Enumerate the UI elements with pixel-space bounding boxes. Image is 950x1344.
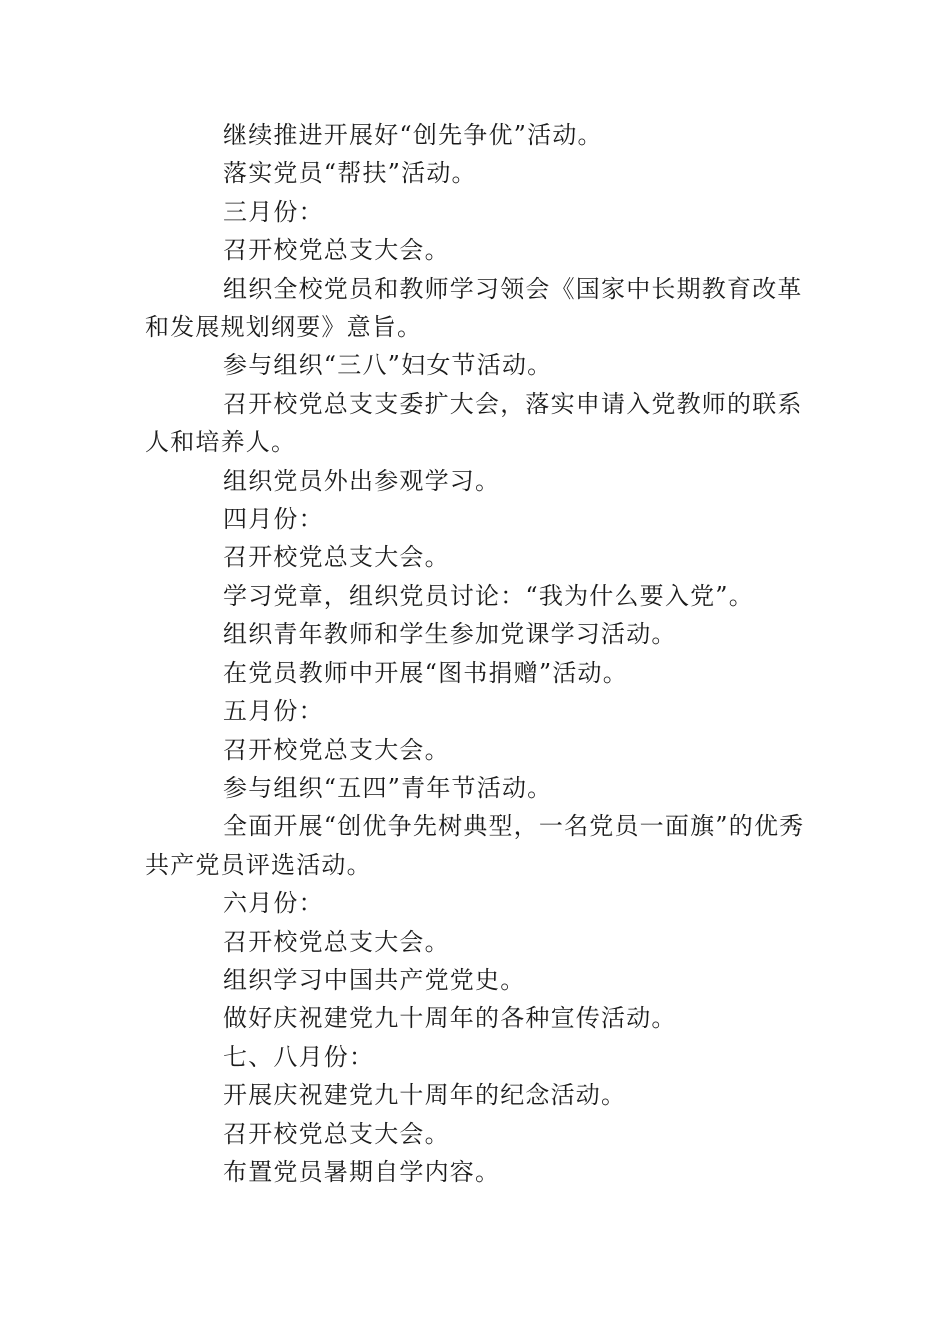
month-heading: 六月份：: [223, 889, 324, 918]
paragraph: 组织全校党员和教师学习领会《国家中长期教育改革和发展规划纲要》意旨。: [145, 274, 803, 342]
paragraph: 参与组织“三八”妇女节活动。: [223, 351, 553, 380]
paragraph: 学习党章，组织党员讨论：“我为什么要入党”。: [223, 581, 754, 610]
paragraph: 做好庆祝建党九十周年的各种宣传活动。: [223, 1004, 677, 1033]
paragraph: 召开校党总支支委扩大会，落实申请入党教师的联系人和培养人。: [145, 389, 803, 457]
paragraph: 召开校党总支大会。: [223, 1119, 450, 1148]
paragraph: 组织学习中国共产党党史。: [223, 965, 526, 994]
month-heading: 七、八月份：: [223, 1042, 375, 1071]
paragraph: 全面开展“创优争先树典型，一名党员一面旗”的优秀共产党员评选活动。: [145, 812, 805, 879]
month-heading: 四月份：: [223, 505, 324, 534]
paragraph: 召开校党总支大会。: [223, 236, 450, 265]
paragraph: 召开校党总支大会。: [223, 543, 450, 572]
paragraph: 参与组织“五四”青年节活动。: [223, 773, 553, 802]
paragraph: 组织党员外出参观学习。: [223, 466, 501, 495]
paragraph: 组织青年教师和学生参加党课学习活动。: [223, 620, 677, 649]
paragraph: 召开校党总支大会。: [223, 735, 450, 764]
paragraph: 召开校党总支大会。: [223, 927, 450, 956]
paragraph: 继续推进开展好“创先争优”活动。: [223, 121, 603, 149]
paragraph: 布置党员暑期自学内容。: [223, 1157, 501, 1186]
paragraph: 落实党员“帮扶”活动。: [223, 159, 477, 188]
month-heading: 五月份：: [223, 697, 324, 726]
paragraph: 在党员教师中开展“图书捐赠”活动。: [223, 658, 628, 687]
paragraph: 开展庆祝建党九十周年的纪念活动。: [223, 1081, 627, 1110]
month-heading: 三月份：: [223, 197, 324, 226]
document-body: [145, 116, 805, 1191]
